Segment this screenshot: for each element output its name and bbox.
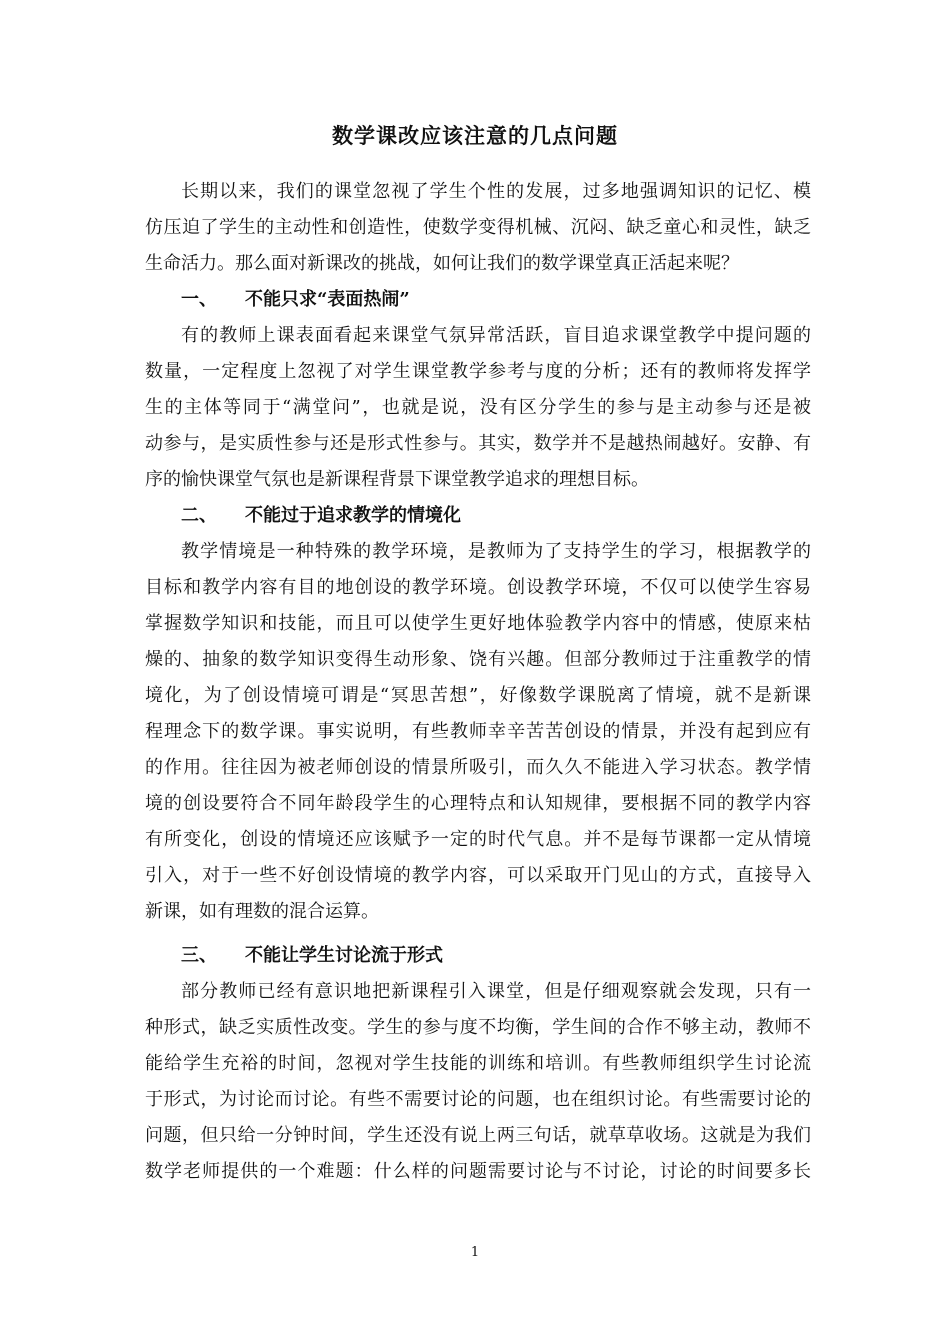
paragraph-line: 问题，但只给一分钟时间，学生还没有说上两三句话，就草草收场。这就是为我们 xyxy=(145,1125,811,1146)
section-title: 不能让学生讨论流于形式 xyxy=(245,945,443,966)
intro-line: 仿压迫了学生的主动性和创造性，使数学变得机械、沉闷、缺乏童心和灵性，缺乏 xyxy=(145,217,811,238)
section-number: 三、 xyxy=(181,945,217,966)
paragraph-line: 于形式，为讨论而讨论。有些不需要讨论的问题，也在组织讨论。有些需要讨论的 xyxy=(145,1089,811,1110)
paragraph-line: 的作用。往往因为被老师创设的情景所吸引，而久久不能进入学习状态。教学情 xyxy=(145,757,811,778)
paragraph-line: 境的创设要符合不同年龄段学生的心理特点和认知规律，要根据不同的教学内容 xyxy=(145,793,811,814)
paragraph-line: 有所变化，创设的情境还应该赋予一定的时代气息。并不是每节课都一定从情境 xyxy=(145,829,811,850)
paragraph-line: 数量，一定程度上忽视了对学生课堂教学参考与度的分析；还有的教师将发挥学 xyxy=(145,361,811,382)
paragraph-line: 目标和教学内容有目的地创设的教学环境。创设教学环境，不仅可以使学生容易 xyxy=(145,577,811,598)
paragraph-line: 生的主体等同于“满堂问”，也就是说，没有区分学生的参与是主动参与还是被 xyxy=(145,397,811,418)
paragraph-line: 种形式，缺乏实质性改变。学生的参与度不均衡，学生间的合作不够主动，教师不 xyxy=(145,1017,811,1038)
section-title: 不能过于追求教学的情境化 xyxy=(245,505,461,526)
section-number: 二、 xyxy=(181,505,217,526)
paragraph-line: 数学老师提供的一个难题：什么样的问题需要讨论与不讨论，讨论的时间要多长 xyxy=(145,1161,811,1182)
paragraph-line: 程理念下的数学课。事实说明，有些教师幸辛苦苦创设的情景，并没有起到应有 xyxy=(145,721,811,742)
paragraph-line: 序的愉快课堂气氛也是新课程背景下课堂教学追求的理想目标。 xyxy=(145,469,649,490)
page-title: 数学课改应该注意的几点问题 xyxy=(332,123,618,148)
paragraph-line: 部分教师已经有意识地把新课程引入课堂，但是仔细观察就会发现，只有一 xyxy=(181,981,811,1002)
section-heading xyxy=(181,287,410,313)
paragraph-line: 教学情境是一种特殊的教学环境，是教师为了支持学生的学习，根据教学的 xyxy=(181,541,811,562)
section-number: 一、 xyxy=(181,289,217,310)
intro-line: 长期以来，我们的课堂忽视了学生个性的发展，过多地强调知识的记忆、模 xyxy=(181,181,811,202)
section-heading xyxy=(181,943,443,969)
paragraph-line: 掌握数学知识和技能，而且可以使学生更好地体验教学内容中的情感，使原来枯 xyxy=(145,613,811,634)
paragraph-line: 新课，如有理数的混合运算。 xyxy=(145,901,379,922)
section-heading xyxy=(181,503,461,529)
section-title: 不能只求“表面热闹” xyxy=(245,289,410,310)
paragraph-line: 引入，对于一些不好创设情境的教学内容，可以采取开门见山的方式，直接导入 xyxy=(145,865,811,886)
paragraph-line: 有的教师上课表面看起来课堂气氛异常活跃，盲目追求课堂教学中提问题的 xyxy=(181,325,811,346)
paragraph-line: 燥的、抽象的数学知识变得生动形象、饶有兴趣。但部分教师过于注重教学的情 xyxy=(145,649,811,670)
page-number: 1 xyxy=(470,1245,480,1260)
paragraph-line: 能给学生充裕的时间，忽视对学生技能的训练和培训。有些教师组织学生讨论流 xyxy=(145,1053,811,1074)
paragraph-line: 境化，为了创设情境可谓是“冥思苦想”，好像数学课脱离了情境，就不是新课 xyxy=(145,685,811,706)
intro-line: 生命活力。那么面对新课改的挑战，如何让我们的数学课堂真正活起来呢？ xyxy=(145,253,739,274)
paragraph-line: 动参与，是实质性参与还是形式性参与。其实，数学并不是越热闹越好。安静、有 xyxy=(145,433,811,454)
